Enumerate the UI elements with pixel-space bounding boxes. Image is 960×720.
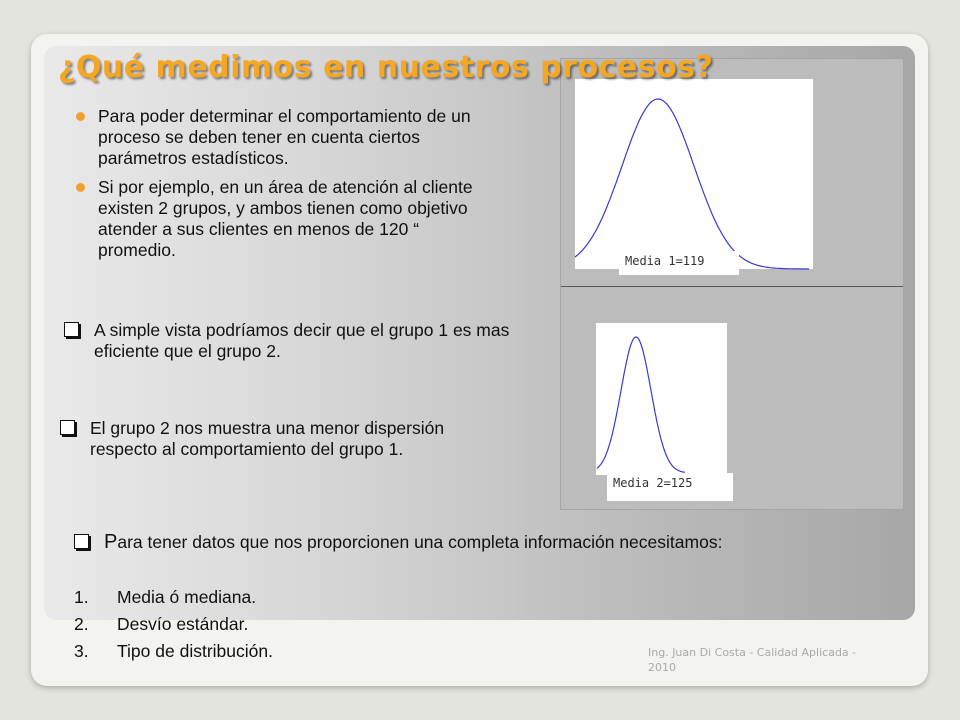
bullet-item	[76, 177, 476, 261]
observation-text: A simple vista podríamos decir que el grupo 1 es mas eficiente que el grupo 2.	[94, 320, 510, 361]
media-label-group-1: Media 1=119	[619, 251, 739, 275]
list-text: Media ó mediana.	[117, 587, 257, 607]
bullet-dot-icon	[76, 183, 85, 192]
requirements-intro	[70, 532, 744, 553]
list-number: 3.	[74, 641, 89, 661]
list-item	[70, 611, 273, 638]
list-number: 2.	[74, 614, 89, 634]
requirements-intro-text: ara tener datos que nos proporcionen una completa información necesitamos:	[117, 532, 723, 552]
observation-group-2	[56, 418, 490, 460]
observation-group-1	[60, 320, 514, 362]
list-item	[70, 584, 273, 611]
slide-footer: Ing. Juan Di Costa - Calidad Aplicada - 2010	[648, 646, 857, 674]
observation-text: El grupo 2 nos muestra una menor dispersión respecto al comportamiento del grupo 1.	[90, 418, 445, 459]
list-number: 1.	[74, 587, 89, 607]
bell-curve-group-2	[561, 59, 903, 509]
list-text: Desvío estándar.	[117, 614, 249, 634]
media-label-group-2: Media 2=125	[607, 473, 733, 501]
intro-bullet-list	[76, 106, 476, 269]
checkbox-bullet-icon	[64, 322, 79, 337]
checkbox-bullet-icon	[60, 420, 75, 435]
requirements-intro-initial: P	[104, 531, 118, 553]
bullet-text: Si por ejemplo, en un área de atención al cliente existen 2 grupos, y ambos tienen como objetivo atender a sus clientes en menos de 120 “ promedio.	[98, 177, 473, 260]
list-text: Tipo de distribución.	[117, 641, 273, 661]
checkbox-bullet-icon	[74, 534, 89, 549]
bullet-dot-icon	[76, 112, 85, 121]
bullet-text: Para poder determinar el comportamiento de un proceso se deben tener en cuenta ciertos parámetros estadísticos.	[98, 106, 471, 168]
distribution-figure	[560, 58, 904, 510]
requirements-list	[70, 584, 273, 665]
slide-title: ¿Qué medimos en nuestros procesos?	[58, 50, 714, 85]
list-item	[70, 638, 273, 665]
bullet-item	[76, 106, 476, 169]
curve-line	[597, 337, 685, 472]
